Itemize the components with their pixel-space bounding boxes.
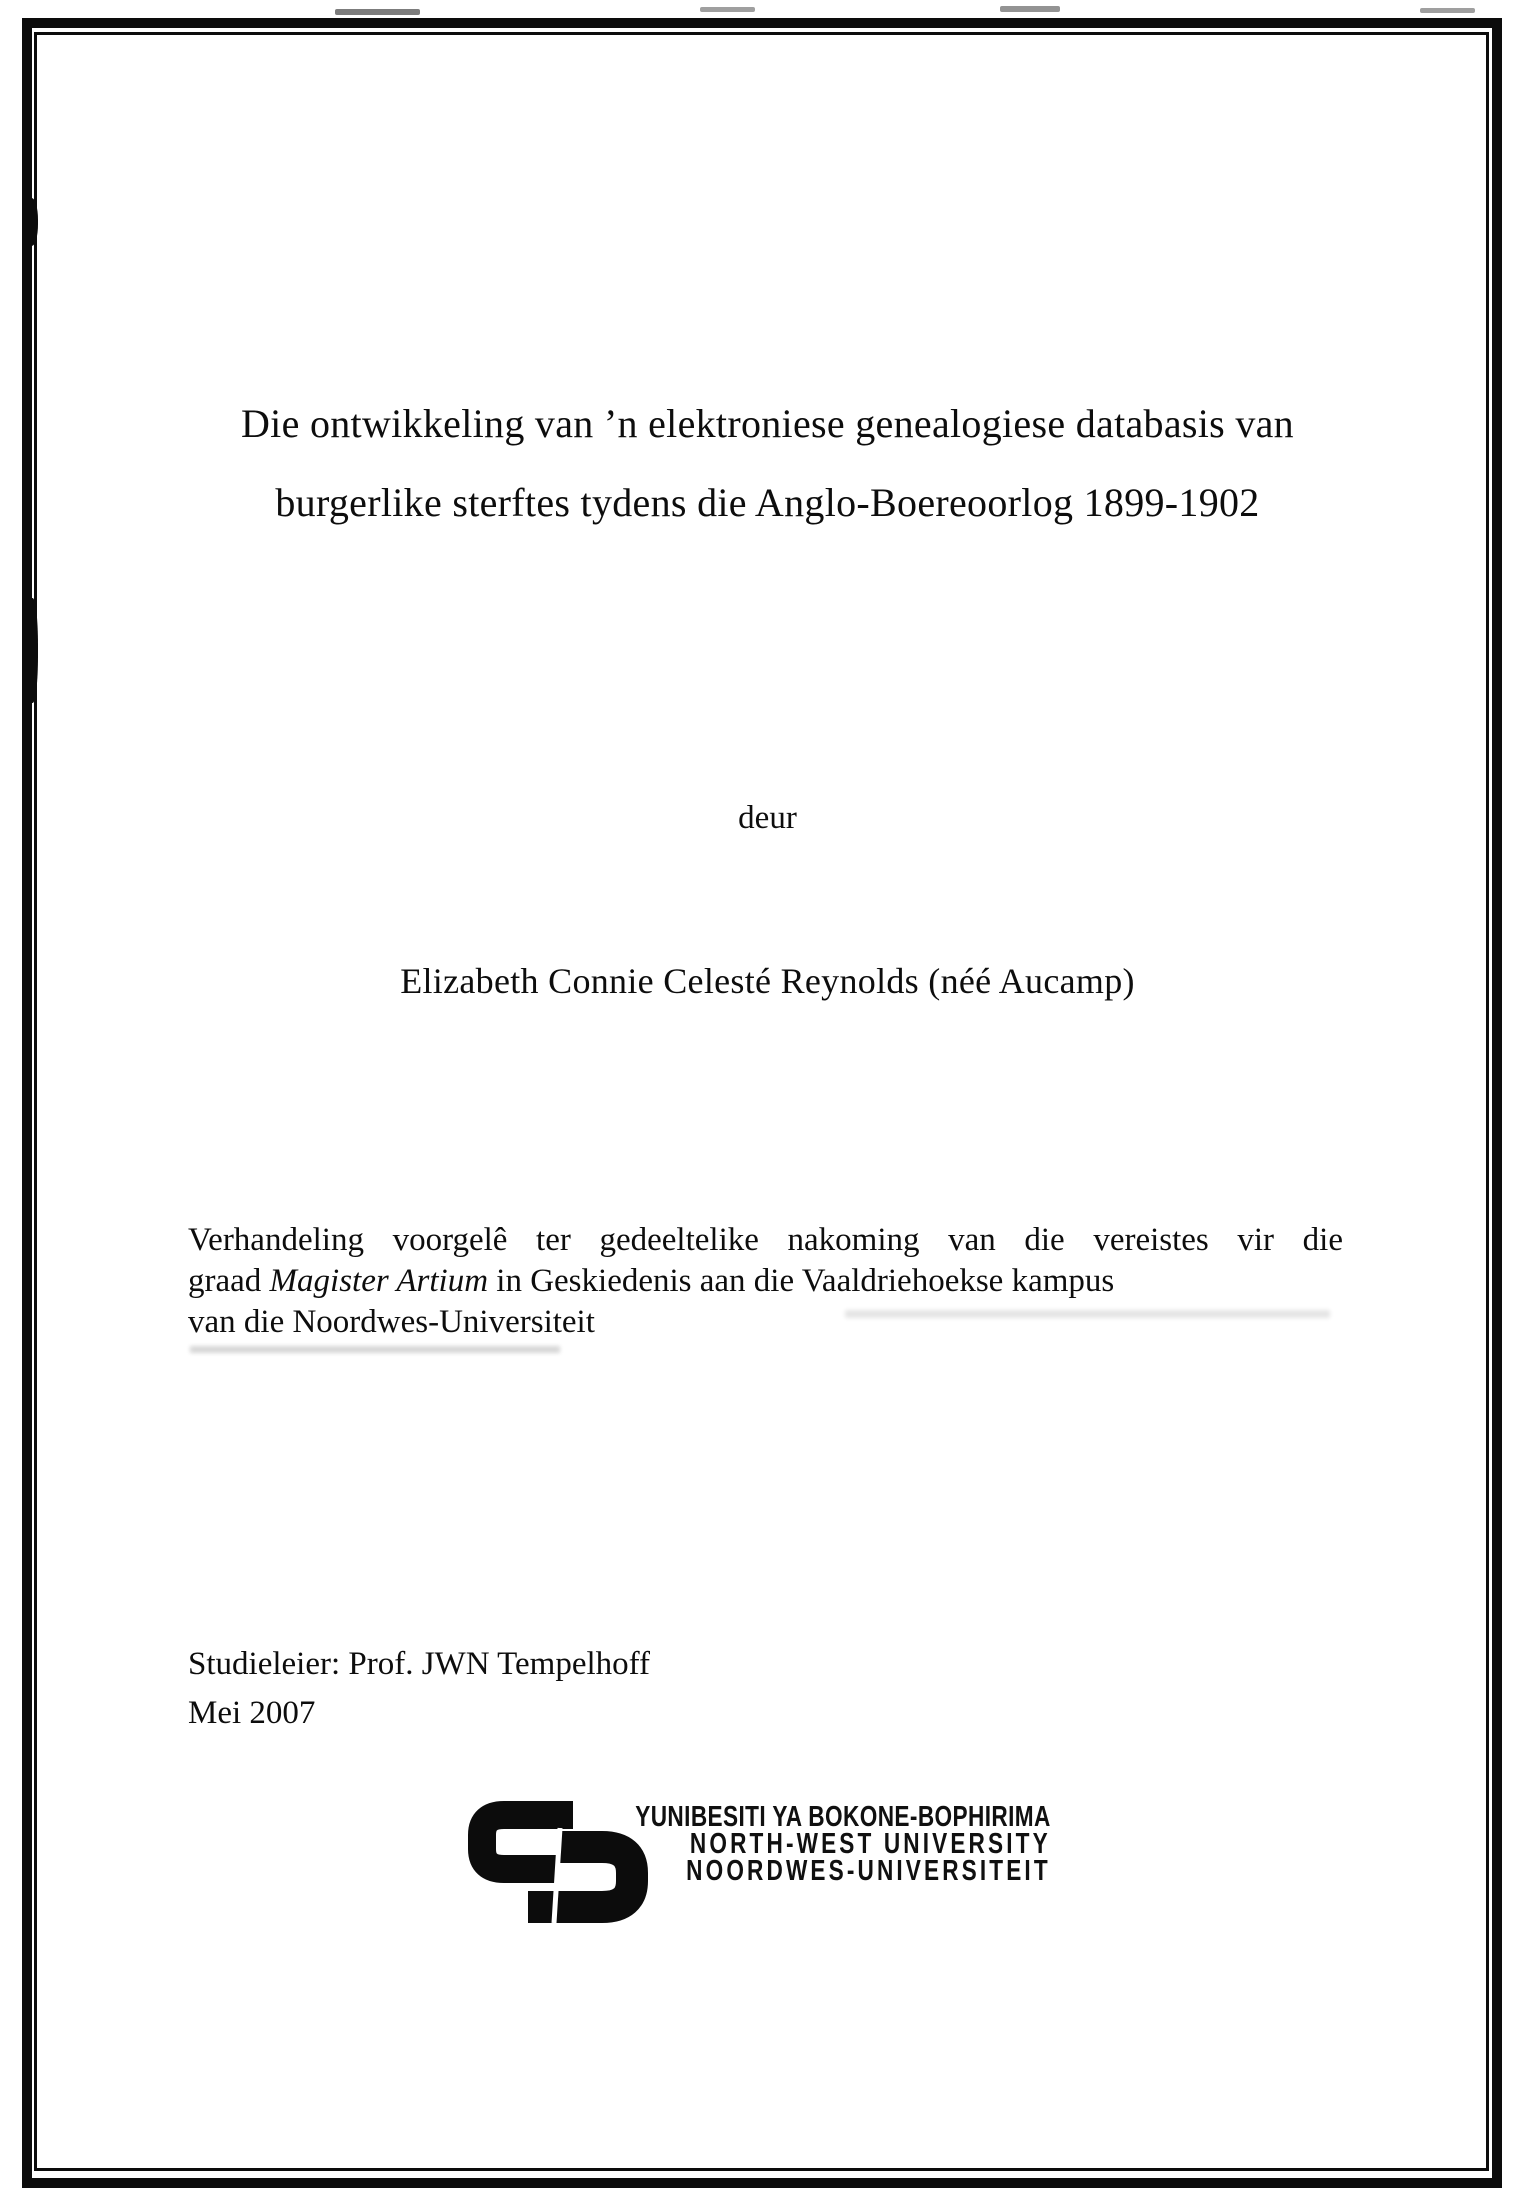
scan-speck — [700, 7, 755, 12]
supervisor-line: Studieleier: Prof. JWN Tempelhoff — [188, 1646, 651, 1682]
degree-statement-line1: Verhandeling voorgelê ter gedeeltelike nakoming van die vereistes vir die — [188, 1222, 1343, 1258]
imprint-block — [188, 1640, 650, 1738]
date-line: Mei 2007 — [188, 1695, 316, 1731]
byline-label: deur — [738, 800, 797, 836]
university-logo-text — [635, 1801, 1051, 1887]
thesis-title — [8, 384, 1527, 542]
thesis-title-line2: burgerlike sterftes tydens die Anglo-Boereoorlog 1899-1902 — [275, 480, 1260, 525]
degree-statement-line2-suffix: in Geskiedenis aan die Vaaldriehoekse kampus — [488, 1263, 1115, 1299]
logo-afrikaans-line: NOORDWES-UNIVERSITEIT — [686, 1855, 1051, 1887]
thesis-title-line1: Die ontwikkeling van ’n elektroniese genealogiese databasis van — [240, 401, 1294, 446]
author-name: Elizabeth Connie Celesté Reynolds (néé Aucamp) — [400, 961, 1135, 1001]
logo-setswana-line: YUNIBESITI YA BOKONE-BOPHIRIMA — [635, 1801, 1051, 1833]
degree-statement-line2-prefix: graad — [188, 1263, 270, 1299]
logo-english-line: NORTH-WEST UNIVERSITY — [690, 1828, 1051, 1860]
scan-ink-blob — [26, 598, 38, 703]
degree-statement — [188, 1220, 1343, 1343]
degree-statement-line3: van die Noordwes-Universiteit — [188, 1304, 595, 1340]
scan-speck — [1420, 8, 1475, 13]
scan-ink-blob — [24, 198, 38, 246]
degree-statement-line2 — [188, 1261, 1343, 1302]
print-through-smudge — [190, 1346, 560, 1353]
scan-speck — [335, 9, 420, 15]
degree-name-italic: Magister Artium — [269, 1263, 489, 1299]
print-through-smudge — [845, 1310, 1330, 1318]
scan-speck — [1000, 6, 1060, 12]
nwu-interlocked-links-logo-icon — [468, 1801, 648, 1923]
